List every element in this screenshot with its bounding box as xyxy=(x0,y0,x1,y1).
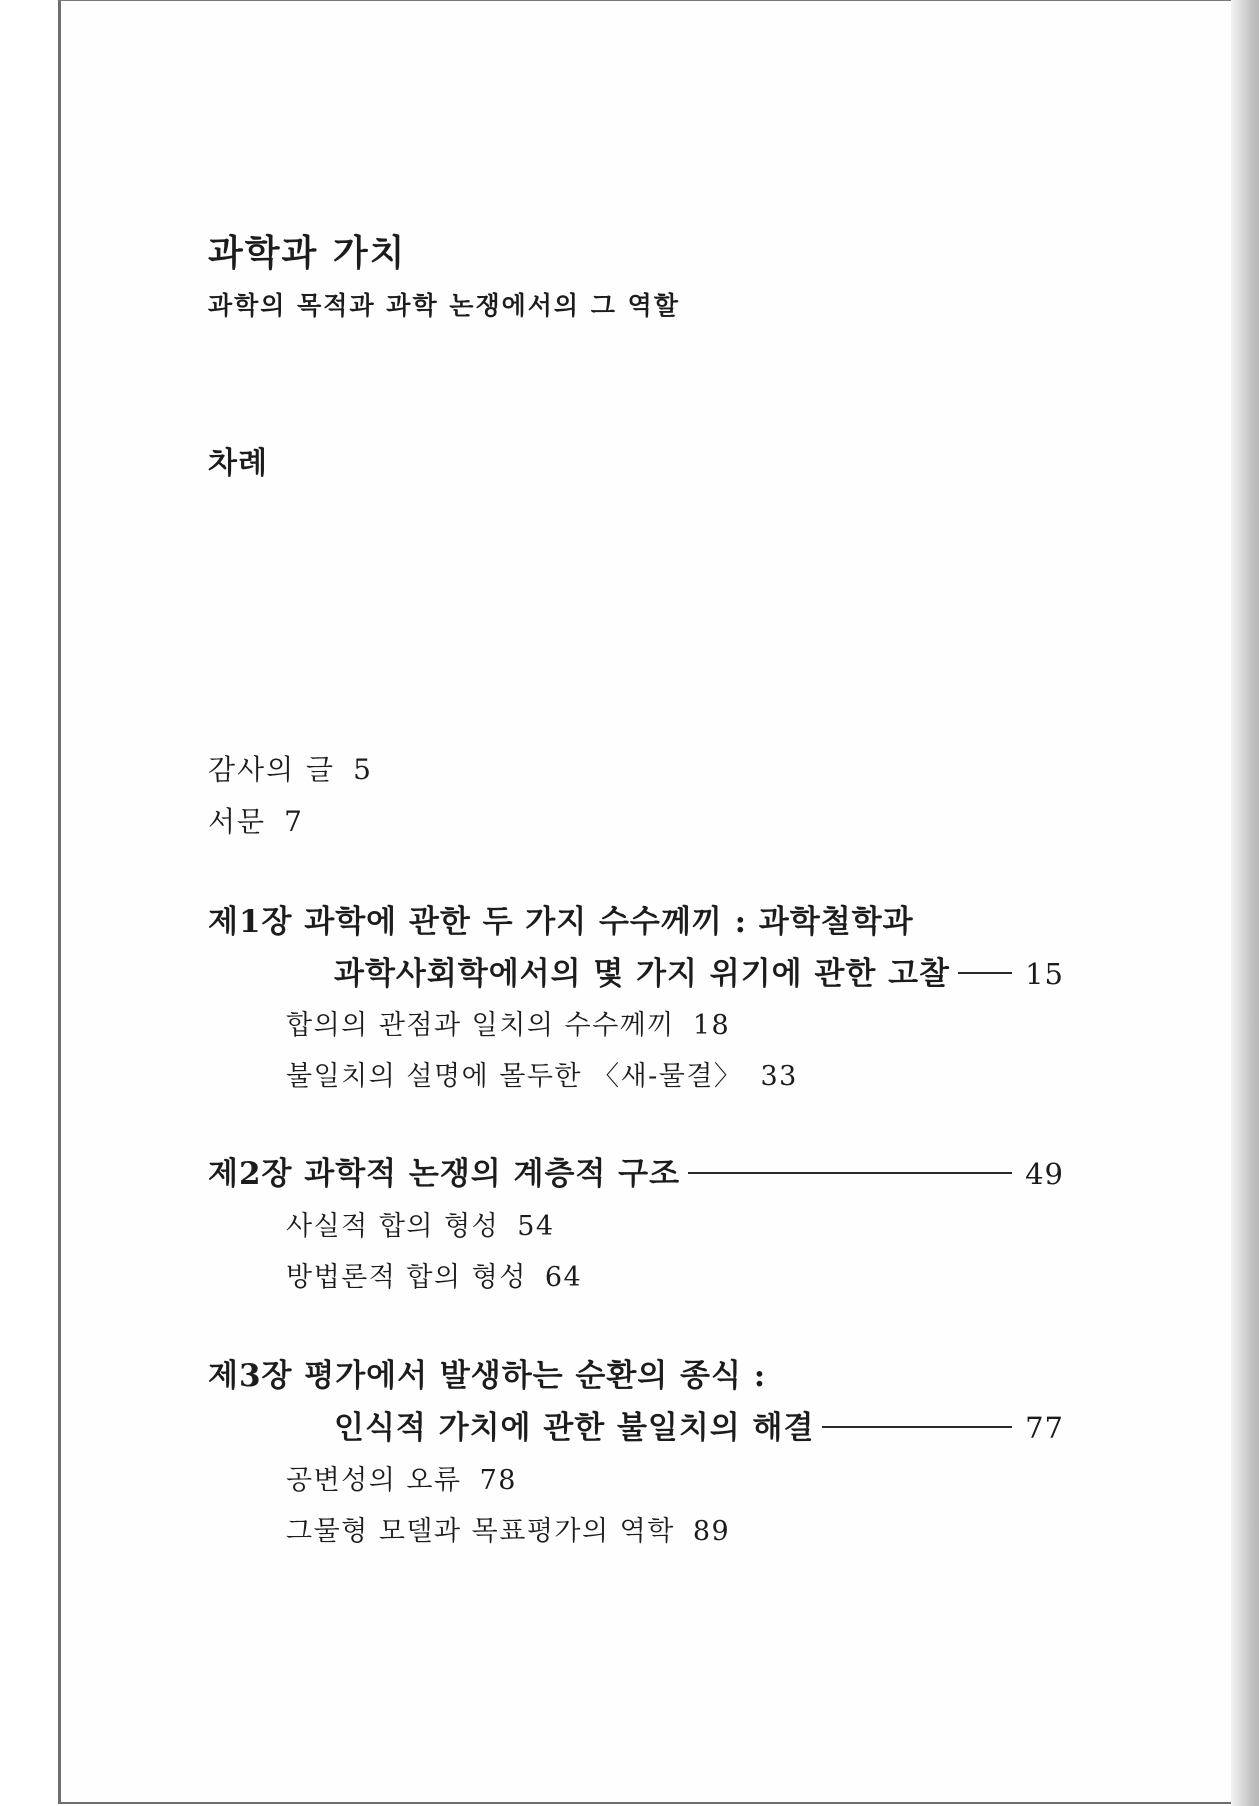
section-label: 그물형 모델과 목표평가의 역학 xyxy=(286,1516,675,1547)
toc-entry-label: 감사의 글 xyxy=(208,753,336,786)
toc-chapter-2-title[interactable] xyxy=(208,1148,1064,1193)
toc-section-3-1[interactable] xyxy=(286,1458,517,1497)
dot-leader xyxy=(688,1172,1012,1174)
section-label: 불일치의 설명에 몰두한 〈새-물결〉 xyxy=(286,1061,743,1092)
section-page: 18 xyxy=(692,1010,731,1041)
toc-section-2-2[interactable] xyxy=(286,1255,582,1294)
book-subtitle: 과학의 목적과 과학 논쟁에서의 그 역할 xyxy=(208,291,680,320)
chapter-title-line1: 제1장 과학에 관한 두 가지 수수께끼 : 과학철학과 xyxy=(208,904,914,940)
section-label: 합의의 관점과 일치의 수수께끼 xyxy=(286,1010,675,1041)
toc-heading: 차례 xyxy=(208,446,268,481)
toc-chapter-1-title[interactable] xyxy=(208,896,914,941)
page-edge-shadow xyxy=(1231,0,1259,1806)
toc-entry-preface[interactable] xyxy=(208,800,304,840)
toc-section-1-2[interactable] xyxy=(286,1054,798,1093)
toc-entry-acknowledgements[interactable] xyxy=(208,748,373,788)
toc-entry-label: 서문 xyxy=(208,805,267,838)
toc-chapter-3-subtitle-row[interactable] xyxy=(334,1402,1064,1447)
toc-entry-page: 5 xyxy=(353,753,373,786)
chapter-title-line1: 제3장 평가에서 발생하는 순환의 종식 : xyxy=(208,1358,767,1394)
section-label: 공변성의 오류 xyxy=(286,1465,462,1496)
chapter-page: 15 xyxy=(1025,957,1064,991)
section-page: 54 xyxy=(517,1211,555,1242)
chapter-title-line2: 인식적 가치에 관한 불일치의 해결 xyxy=(334,1410,815,1446)
section-page: 64 xyxy=(544,1262,583,1293)
section-page: 33 xyxy=(760,1061,798,1092)
toc-chapter-1-subtitle-row[interactable] xyxy=(334,948,1064,993)
toc-section-1-1[interactable] xyxy=(286,1003,730,1042)
toc-entry-page: 7 xyxy=(284,805,304,838)
section-page: 78 xyxy=(479,1465,517,1496)
chapter-page: 77 xyxy=(1025,1411,1064,1445)
chapter-page: 49 xyxy=(1025,1157,1064,1191)
toc-chapter-3-title[interactable] xyxy=(208,1350,766,1395)
section-page: 89 xyxy=(692,1516,731,1547)
section-label: 방법론적 합의 형성 xyxy=(286,1262,527,1293)
chapter-title-line1: 제2장 과학적 논쟁의 계층적 구조 xyxy=(208,1156,681,1192)
scan-margin xyxy=(0,0,58,1806)
dot-leader xyxy=(822,1426,1012,1428)
toc-section-2-1[interactable] xyxy=(286,1204,555,1243)
toc-section-3-2[interactable] xyxy=(286,1509,730,1548)
section-label: 사실적 합의 형성 xyxy=(286,1211,500,1242)
dot-leader xyxy=(958,972,1012,974)
chapter-title-line2: 과학사회학에서의 몇 가지 위기에 관한 고찰 xyxy=(334,956,950,992)
book-title: 과학과 가치 xyxy=(208,232,407,274)
